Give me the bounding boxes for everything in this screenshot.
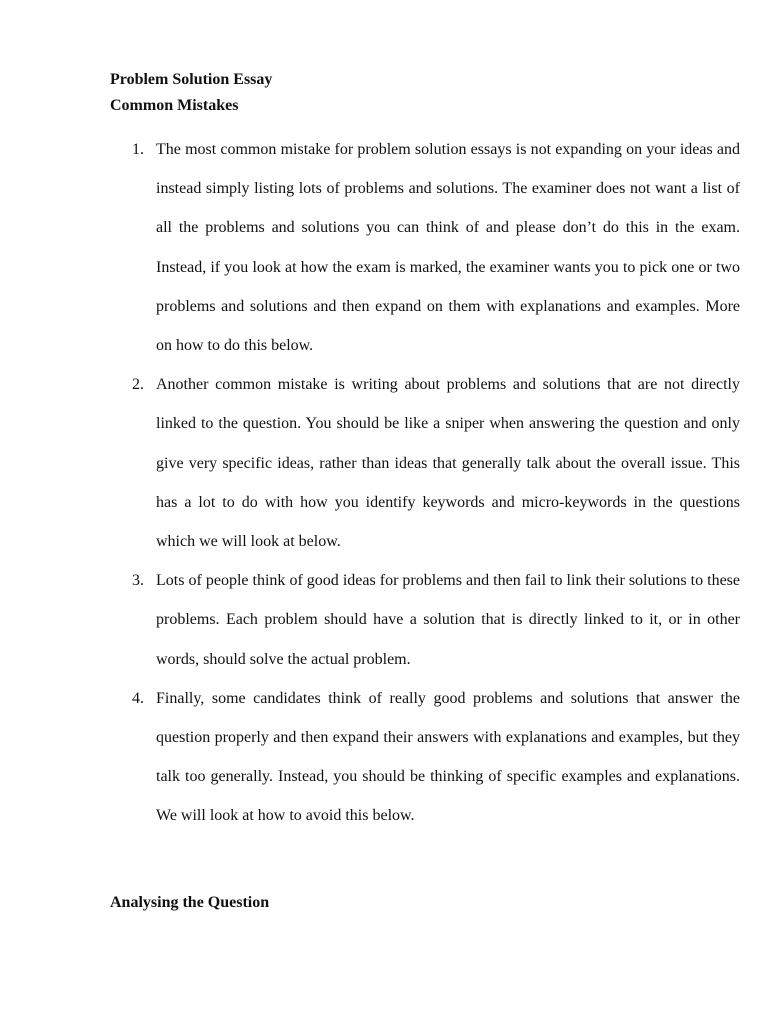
list-item (110, 679, 740, 836)
section-title-analysing-question: Analysing the Question (110, 894, 270, 911)
list-item-text: Lots of people think of good ideas for problems and then fail to link their solutions to these problems. Each problem should have a solution that is directly linked to it, or in other words, should solve the actual problem. (156, 572, 740, 668)
mistakes-list (110, 130, 740, 836)
document-title: Problem Solution Essay (110, 71, 273, 88)
list-item (110, 561, 740, 679)
section-title-common-mistakes: Common Mistakes (110, 97, 239, 114)
list-item-number: 2. (132, 376, 144, 394)
list-item-text: Another common mistake is writing about problems and solutions that are not directly linked to the question. You should be like a sniper when answering the question and only give very specific ideas, rather than ideas that generally talk about the overall issue. This has a lot to do with how you identify keywords and micro-keywords in the questions which we will look at below. (156, 376, 740, 551)
list-item (110, 130, 740, 365)
list-item-text: The most common mistake for problem solution essays is not expanding on your ideas and instead simply listing lots of problems and solutions. The examiner does not want a list of all the problems and solutions you can think of and please don’t do this in the exam. Instead, if you look at how the exam is marked, the examiner wants you to pick one or two problems and solutions and then expand on them with explanations and examples. More on how to do this below. (156, 141, 740, 355)
list-item (110, 365, 740, 561)
list-item-number: 3. (132, 572, 144, 590)
list-item-text: Finally, some candidates think of really good problems and solutions that answer the question properly and then expand their answers with explanations and examples, but they talk too generally. Instead, you should be thinking of specific examples and explanations. We will look at how to avoid this below. (156, 689, 740, 825)
list-item-number: 4. (132, 689, 144, 707)
list-item-number: 1. (132, 141, 144, 158)
